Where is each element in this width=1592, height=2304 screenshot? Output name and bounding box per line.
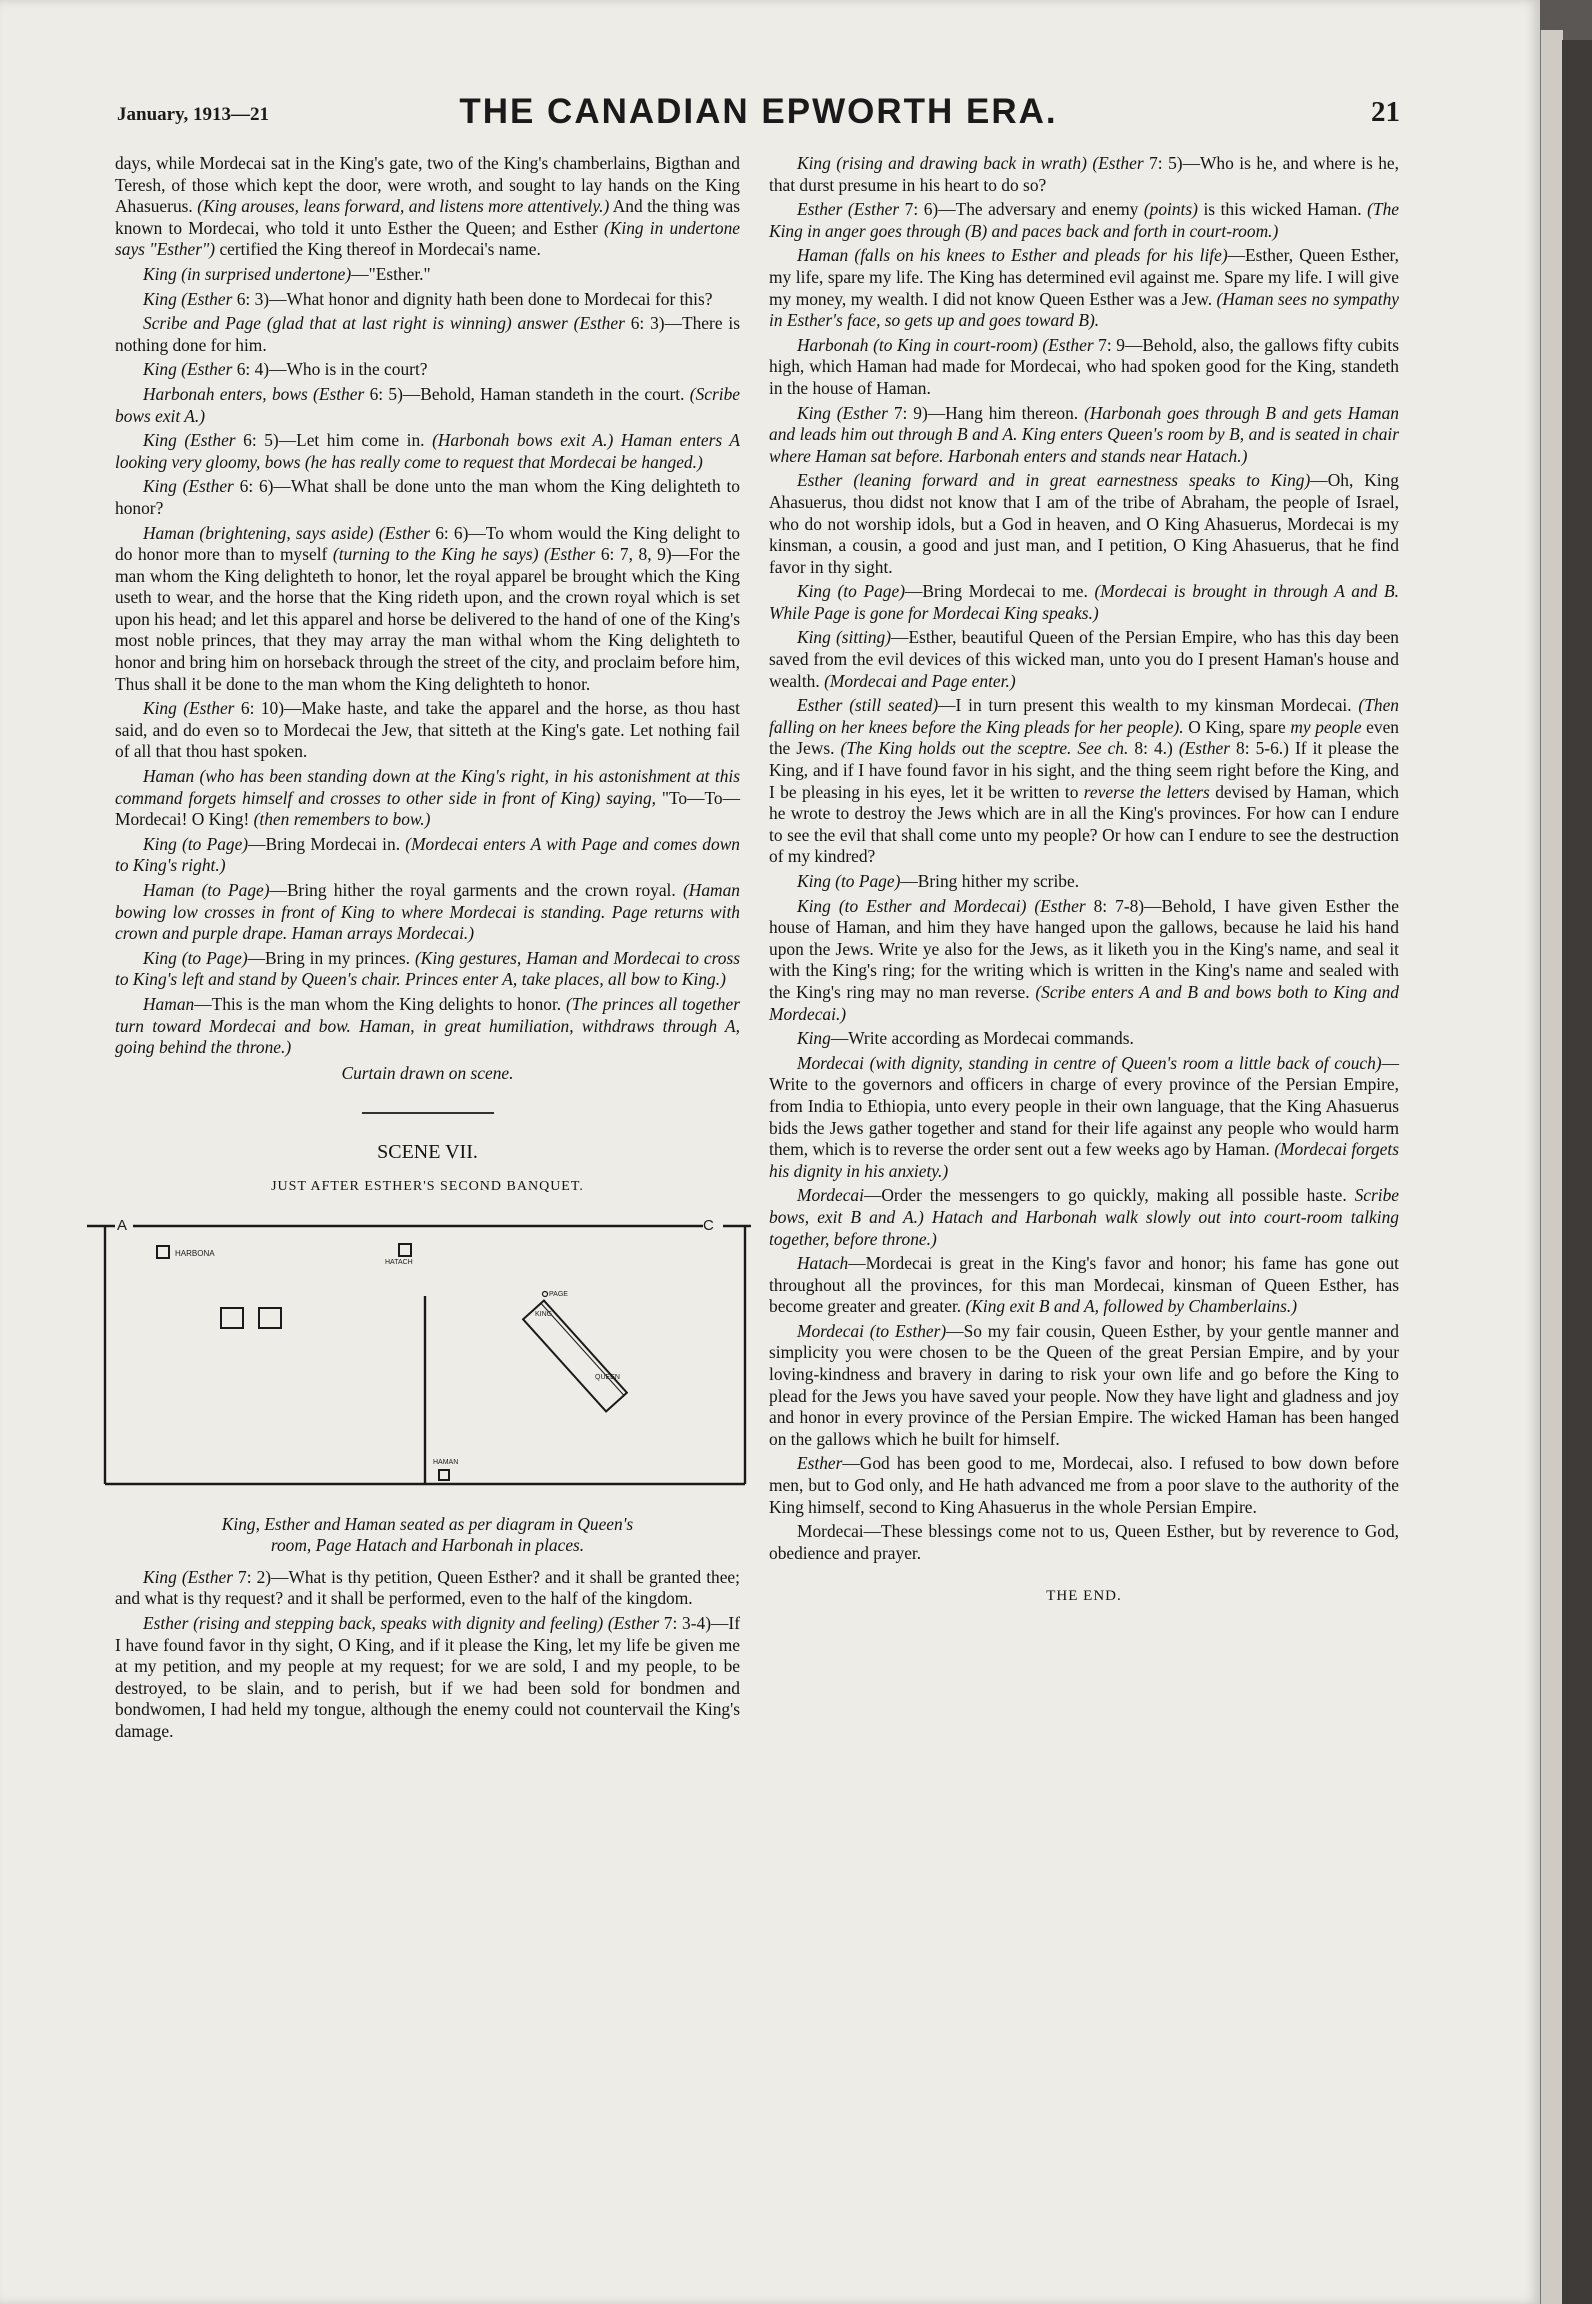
page-header	[117, 92, 1400, 136]
paragraph: King (to Page)—Bring in my princes. (King gestures, Haman and Mordecai to cross to King's left and stand by Queen's chair. Princes enter A, take places, all bow to King.)	[115, 947, 741, 990]
paragraph: Haman (falls on his knees to Esther and pleads for his life)—Esther, Queen Esther, my life, spare my life. The King has determined evil against me. Spare my life. I will give my money, my wealth. I did not know Queen Esther was a Jew. (Haman sees no sympathy in Esther's face, so gets up and goes toward B).	[769, 245, 1399, 331]
paragraph: Esther (leaning forward and in great earnestness speaks to King)—Oh, King Ahasuerus, thou didst not know that I am of the tribe of Abraham, the people of Israel, who do not worship idols, but a God in heaven, and O King Ahasuerus, Mordecai is my kinsman, a cousin, a good and just man, and I petition, O King Ahasuerus, that he find favor in thy sight.	[769, 470, 1399, 577]
paragraph: King (Esther 6: 5)—Let him come in. (Harbonah bows exit A.) Haman enters A looking very gloomy, bows (he has really come to request that Mordecai be hanged.)	[115, 430, 740, 472]
left-column	[115, 153, 740, 1745]
paragraph: Haman (who has been standing down at the King's right, in his astonishment at this command forgets himself and crosses to other side in front of King) saying, "To—To—Mordecai! O King! (then remembers to bow.)	[115, 766, 740, 830]
queen-label: QUEEN	[595, 1373, 620, 1381]
door-label-a: A	[117, 1216, 128, 1234]
paragraph: King (Esther 7: 2)—What is thy petition, Queen Esther? and it shall be granted thee; and what is thy request? and it shall be performed, even to the half of the kingdom.	[115, 1566, 740, 1609]
paragraph: Harbonah enters, bows (Esther 6: 5)—Behold, Haman standeth in the court. (Scribe bows exit A.)	[115, 383, 741, 426]
scene-title: SCENE VII.	[377, 1141, 478, 1164]
paragraph: Mordecai (to Esther)—So my fair cousin, Queen Esther, by your gentle manner and simplicity you were chosen to be the Queen of the great Persian Empire, and by your loving-kindness and bravery in daring to risk your own life and go before the King to plead for the Jews you have saved your people. Now they have light and gladness and joy and honor in every province of the Persian Empire. The wicked Haman has been hanged on the gallows which he built for himself.	[769, 1320, 1399, 1449]
seat-marker	[221, 1308, 243, 1328]
binding-edge	[1562, 40, 1592, 2304]
king-label: KING	[535, 1310, 553, 1318]
page-number: 21	[1371, 96, 1400, 128]
paragraph: Harbonah (to King in court-room) (Esther 7: 9—Behold, also, the gallows fifty cubits high, which Haman had made for Mordecai, who had spoken good for the King, standeth in the house of Haman.	[769, 334, 1399, 398]
paragraph: Hatach—Mordecai is great in the King's favor and honor; his fame has gone out throughout all the provinces, for this man Mordecai, kinsman of Queen Esther, has become greater and greater. (King exit B and A, followed by Chamberlains.)	[769, 1253, 1399, 1317]
paragraph: King (sitting)—Esther, beautiful Queen of the Persian Empire, who has this day been saved from the evil devices of this wicked man, unto you do I present Haman's house and wealth. (Mordecai and Page enter.)	[769, 627, 1399, 691]
stage-diagram	[87, 1208, 751, 1500]
paragraph: Scribe and Page (glad that at last right is winning) answer (Esther 6: 3)—There is nothing done for him.	[115, 313, 740, 355]
paragraph: Mordecai (with dignity, standing in centre of Queen's room a little back of couch)—Write to the governors and officers in charge of every province of the Persian Empire, from India to Ethiopia, unto every people in their own language, that the King Ahasuerus bids the Jews gather together and stand for their life against any people who would harm them, which is to reverse the order sent out a few weeks ago by Haman. (Mordecai forgets his dignity in his anxiety.)	[769, 1052, 1400, 1181]
haman-marker	[439, 1470, 449, 1480]
paragraph: Haman (to Page)—Bring hither the royal garments and the crown royal. (Haman bowing low crosses in front of King to where Mordecai is standing. Page returns with crown and purple drape. Haman arrays Mordecai.)	[115, 880, 740, 944]
harbona-label: HARBONA	[175, 1248, 215, 1258]
paragraph: King—Write according as Mordecai commands.	[797, 1028, 1134, 1049]
paragraph: King (to Page)—Bring Mordecai to me. (Mordecai is brought in through A and B. While Page is gone for Mordecai King speaks.)	[769, 581, 1399, 623]
paragraph: days, while Mordecai sat in the King's gate, two of the King's chamberlains, Bigthan and Teresh, of those which kept the door, were wroth, and sought to lay hands on the King Ahasuerus. (King arouses, leans forward, and listens more attentively.) And the thing was known to Mordecai, who told it unto Esther the Queen; and Esther (King in undertone says "Esther") certified the King thereof in Mordecai's name.	[115, 153, 740, 260]
door-label-c: C	[703, 1216, 714, 1234]
issue-date: January, 1913—21	[117, 104, 270, 125]
paragraph: Mordecai—These blessings come not to us, Queen Esther, but by reverence to God, obedience and prayer.	[769, 1521, 1399, 1563]
stage-diagram-svg	[87, 1208, 751, 1500]
section-divider	[362, 1112, 494, 1114]
paragraph: King (in surprised undertone)—"Esther."	[143, 263, 431, 284]
paragraph: Esther (still seated)—I in turn present this wealth to my kinsman Mordecai. (Then falling on her knees before the King pleads for her people). O King, spare my people even the Jews. (The King holds out the sceptre. See ch. 8: 4.) (Esther 8: 5-6.) If it please the King, and if I have found favor in his sight, and the thing seem right before the King, and I be pleasing in his eyes, let it be written to reverse the letters devised by Haman, which he wrote to destroy the Jews which are in all the King's provinces. For how can I endure to see the evil that shall come unto my people? Or how can I endure to see the destruction of my kindred?	[769, 695, 1399, 867]
hatach-label: HATACH	[385, 1258, 413, 1266]
paragraph: King (to Page)—Bring hither my scribe.	[797, 871, 1080, 891]
paragraph: King (to Page)—Bring Mordecai in. (Mordecai enters A with Page and comes down to King's right.)	[115, 833, 740, 876]
harbona-marker	[157, 1246, 169, 1258]
paragraph: King (Esther 6: 4)—Who is in the court?	[143, 359, 428, 380]
stage-direction: Curtain drawn on scene.	[341, 1062, 514, 1083]
diagram-caption: King, Esther and Haman seated as per diagram in Queen's room, Page Hatach and Harbonah in places.	[221, 1513, 634, 1556]
paragraph: King (rising and drawing back in wrath) (Esther 7: 5)—Who is he, and where is he, that durst presume in his heart to do so?	[769, 153, 1399, 195]
seat-marker	[259, 1308, 281, 1328]
magazine-title: THE CANADIAN EPWORTH ERA.	[459, 92, 1058, 131]
page-marker	[543, 1291, 548, 1296]
paragraph: Esther (Esther 7: 6)—The adversary and enemy (points) is this wicked Haman. (The King in anger goes through (B) and paces back and forth in court-room.)	[769, 199, 1399, 241]
paragraph: Esther (rising and stepping back, speaks with dignity and feeling) (Esther 7: 3-4)—If I have found favor in thy sight, O King, and if it please the King, let my life be given me at my petition, and my people at my request; for we are sold, I and my people, to be destroyed, to be slain, and to perish, but if we had been sold for bondmen and bondwomen, I had held my tongue, although the enemy could not countervail the King's damage.	[115, 1612, 740, 1741]
page-stack-edge	[1540, 30, 1563, 2304]
right-column	[769, 153, 1399, 1623]
paragraph: Haman—This is the man whom the King delights to honor. (The princes all together turn toward Mordecai and bow. Haman, in great humiliation, withdraws through A, going behind the throne.)	[115, 993, 740, 1058]
page-label: PAGE	[549, 1290, 568, 1298]
paragraph: King (Esther 6: 10)—Make haste, and take the apparel and the horse, as thou hast said, and do even so to Mordecai the Jew, that sitteth at the King's gate. Let nothing fail of all that thou hast spoken.	[115, 698, 740, 762]
hatach-marker	[399, 1244, 411, 1256]
paragraph: Mordecai—Order the messengers to go quickly, making all possible haste. Scribe bows, exit B and A.) Hatach and Harbonah walk slowly out into court-room talking together, before throne.)	[769, 1185, 1399, 1249]
paragraph: Haman (brightening, says aside) (Esther 6: 6)—To whom would the King delight to do honor more than to myself (turning to the King he says) (Esther 6: 7, 8, 9)—For the man whom the King delighteth to honor, let the royal apparel be brought which the King useth to wear, and the horse that the King rideth upon, and the crown royal which is set upon his head; and let this apparel and horse be delivered to the hand of one of the King's most noble princes, that they may array the man withal whom the King delighteth to honor and bring him on horseback through the street of the city, and proclaim before him, Thus shall it be done to the man whom the King delighteth to honor.	[115, 522, 740, 694]
the-end: THE END.	[1046, 1588, 1122, 1605]
paragraph: King (to Esther and Mordecai) (Esther 8: 7-8)—Behold, I have given Esther the house of Haman, and him they have hanged upon the gallows, because he laid his hand upon the Jews. Write ye also for the Jews, as it liketh you in the King's name, and seal it with the King's ring; for the writing which is written in the King's name and sealed with the King's ring may no man reverse. (Scribe enters A and B and bows both to King and Mordecai.)	[769, 895, 1399, 1024]
paragraph: Esther—God has been good to me, Mordecai, also. I refused to bow down before men, but to God only, and He hath advanced me from a poor slave to the authority of the King himself, second to King Ahasuerus in the whole Persian Empire.	[769, 1453, 1399, 1517]
haman-label: HAMAN	[433, 1458, 459, 1466]
paragraph: King (Esther 6: 3)—What honor and dignity hath been done to Mordecai for this?	[143, 288, 713, 309]
paragraph: King (Esther 7: 9)—Hang him thereon. (Harbonah goes through B and gets Haman and leads him out through B and A. King enters Queen's room by B, and is seated in chair where Haman sat before. Harbonah enters and stands near Hatach.)	[769, 402, 1399, 466]
paragraph: King (Esther 6: 6)—What shall be done unto the man whom the King delighteth to honor?	[115, 476, 740, 518]
scene-subtitle: JUST AFTER ESTHER'S SECOND BANQUET.	[271, 1178, 584, 1194]
